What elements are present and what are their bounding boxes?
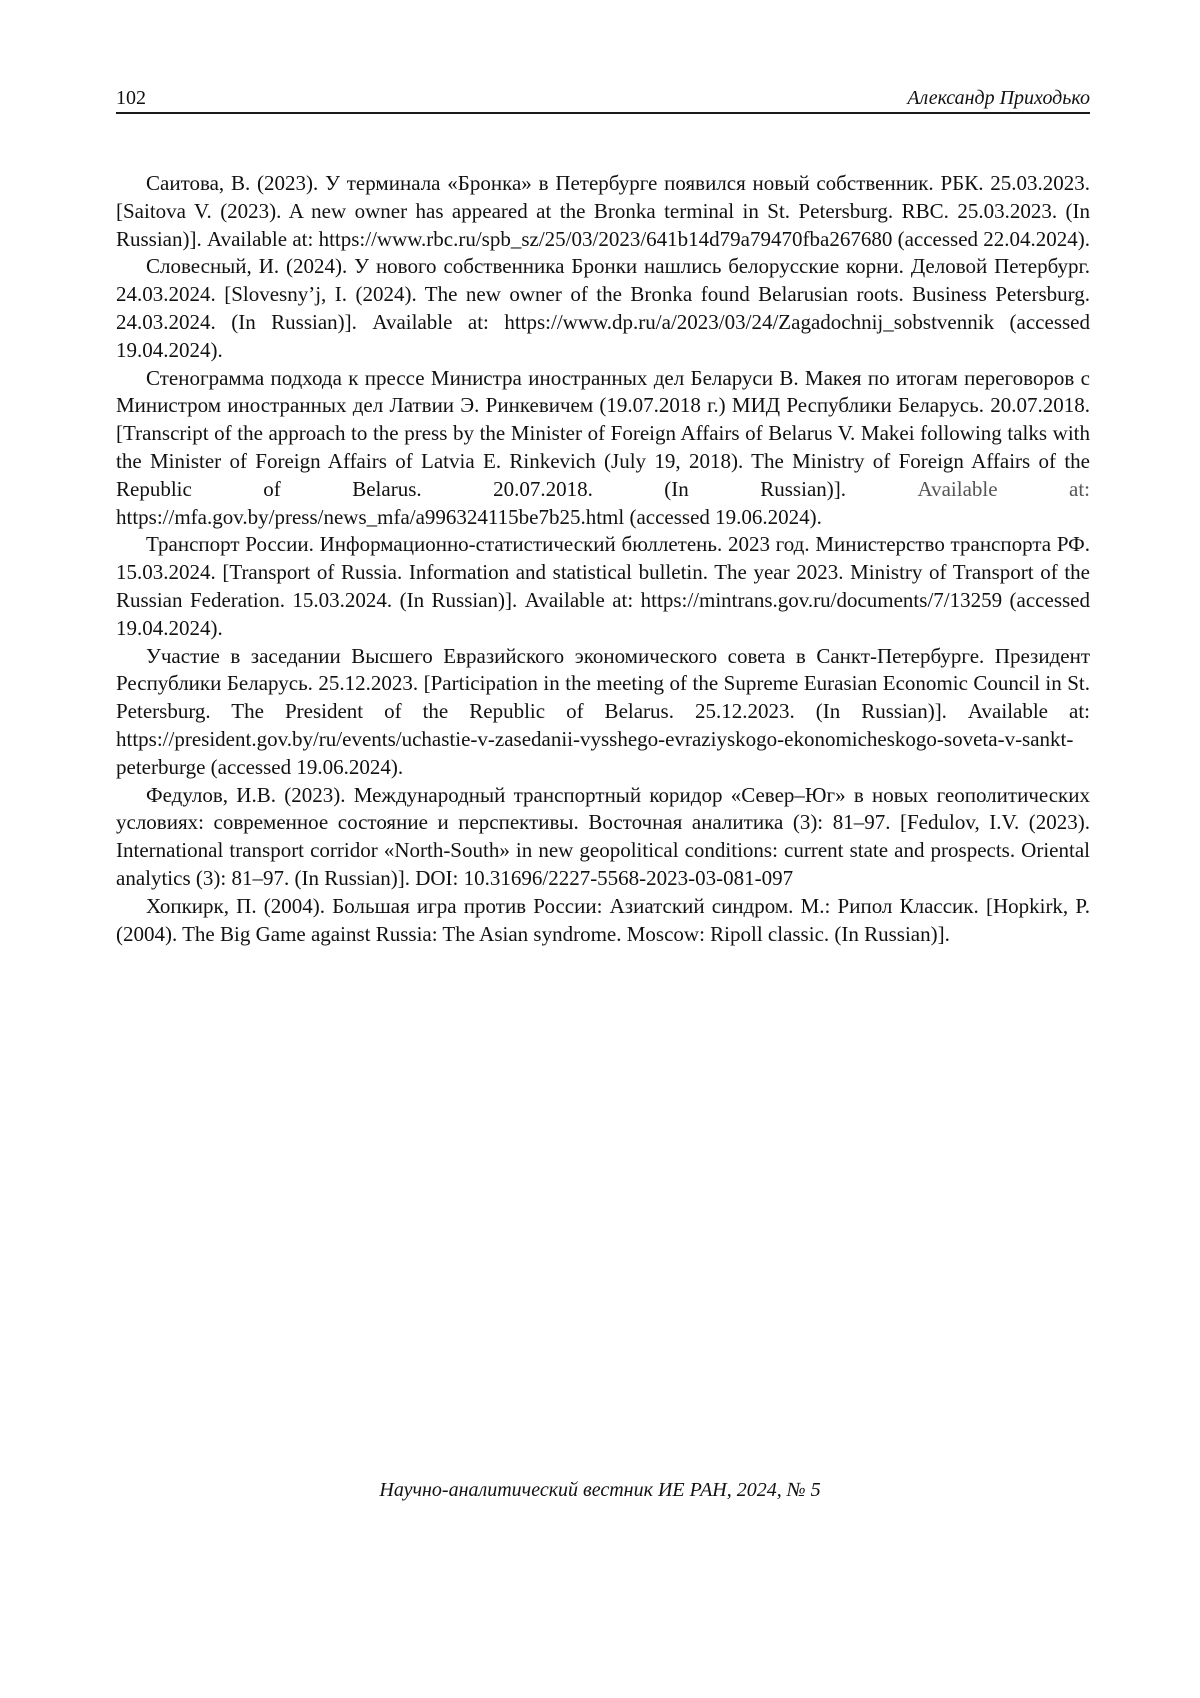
page-number: 102 [116,87,146,109]
reference-link[interactable]: https://mintrans.gov.ru/documents/7/13259 [640,587,1003,612]
reference-text: Транспорт России. Информационно-статистический бюллетень. 2023 год. Министерство транспорта РФ. 15.03.2024. [Transport of Russia. Information and statistical bulletin. The year 2023. Ministry of Transport of the Russian Federation. 15.03.2024. (In Russian)]. Available at: [116,532,1090,612]
reference-hopkirk [116,893,1090,949]
reference-link[interactable]: https://www.dp.ru/a/2023/03/24/Zagadochnij_sobstvennik [504,309,995,334]
reference-slovesny [116,253,1090,364]
reference-doi[interactable]: 10.31696/2227-5568-2023-03-081-097 [463,865,794,890]
reference-transport-rossii [116,531,1090,642]
reference-fedulov [116,782,1090,893]
reference-text: Словесный, И. (2024). У нового собственника Бронки нашлись белорусские корни. Деловой Петербург. 24.03.2024. [Slovesny’j, I. (2024). The new owner of the Bronka found Belarusian roots. Business Petersburg. 24.03.2024. (In Russian)]. Available at: [116,254,1090,334]
reference-link[interactable]: https://mfa.gov.by/press/news_mfa/a996324115be7b25.html [116,504,625,529]
reference-text: Саитова, В. (2023). У терминала «Бронка» в Петербурге появился новый собственник. РБК. 25.03.2023. [Saitova V. (2023). A new owner has appeared at the Bronka terminal in St. Petersburg. RBC. 25.03.2023. (In Russian)]. Available at: [116,171,1090,251]
reference-saitova [116,170,1090,253]
reference-accessed: (accessed 19.06.2024). [624,504,822,529]
reference-accessed: (accessed 22.04.2024). [892,226,1091,251]
reference-text: Стенограмма подхода к прессе Министра иностранных дел Беларуси В. Макея по итогам переговоров с Министром иностранных дел Латвии Э. Ринкевичем (19.07.2018 г.) МИД Республики Беларусь. 20.07.2018. [Transcript of the approach to the press by the Minister of Foreign Affairs of Belarus V. Makei following talks with the Minister of Foreign Affairs of Latvia E. Rinkevich (July 19, 2018). The Ministry of Foreign Affairs of the Republic of Belarus. 20.07.2018. (In Russian)]. [116,365,1090,501]
reference-text: Хопкирк, П. (2004). Большая игра против России: Азиатский синдром. М.: Рипол Классик. [Hopkirk, P. (2004). The Big Game against Russia: The Asian syndrome. Moscow: Ripoll classic. (In Russian)]. [116,893,1090,946]
reference-accessed: (accessed 19.04.2024). [116,587,1090,640]
reference-list [116,170,1090,948]
reference-link[interactable]: https://president.gov.by/ru/events/uchastie-v-zasedanii-vysshego-evraziyskogo-ekonomicheskogo-soveta-v-sankt-peterburge [116,726,1074,779]
reference-stenogramma [116,365,1090,532]
reference-available-label: Available at: [917,476,1090,501]
running-head-author: Александр Приходько [907,87,1090,109]
running-head [116,84,1090,114]
reference-uchastie [116,643,1090,782]
reference-text: Федулов, И.В. (2023). Международный транспортный коридор «Север–Юг» в новых геополитических условиях: современное состояние и перспективы. Восточная аналитика (3): 81–97. [Fedulov, I.V. (2023). International transport corridor «North-South» in new geopolitical conditions: current state and prospects. Oriental analytics (3): 81–97. (In Russian)]. DOI: [116,782,1090,890]
reference-link[interactable]: https://www.rbc.ru/spb_sz/25/03/2023/641b14d79a79470fba267680 [318,226,893,251]
reference-text: Участие в заседании Высшего Евразийского экономического совета в Санкт-Петербурге. Президент Республики Беларусь. 25.12.2023. [Participation in the meeting of the Supreme Eurasian Economic Council in St. Petersburg. The President of the Republic of Belarus. 25.12.2023. (In Russian)]. Available at: [116,643,1090,724]
reference-accessed: (accessed 19.06.2024). [205,754,404,779]
journal-footer: Научно-аналитический вестник ИЕ РАН, 2024, № 5 [379,1479,821,1501]
reference-accessed: (accessed 19.04.2024). [116,309,1090,362]
